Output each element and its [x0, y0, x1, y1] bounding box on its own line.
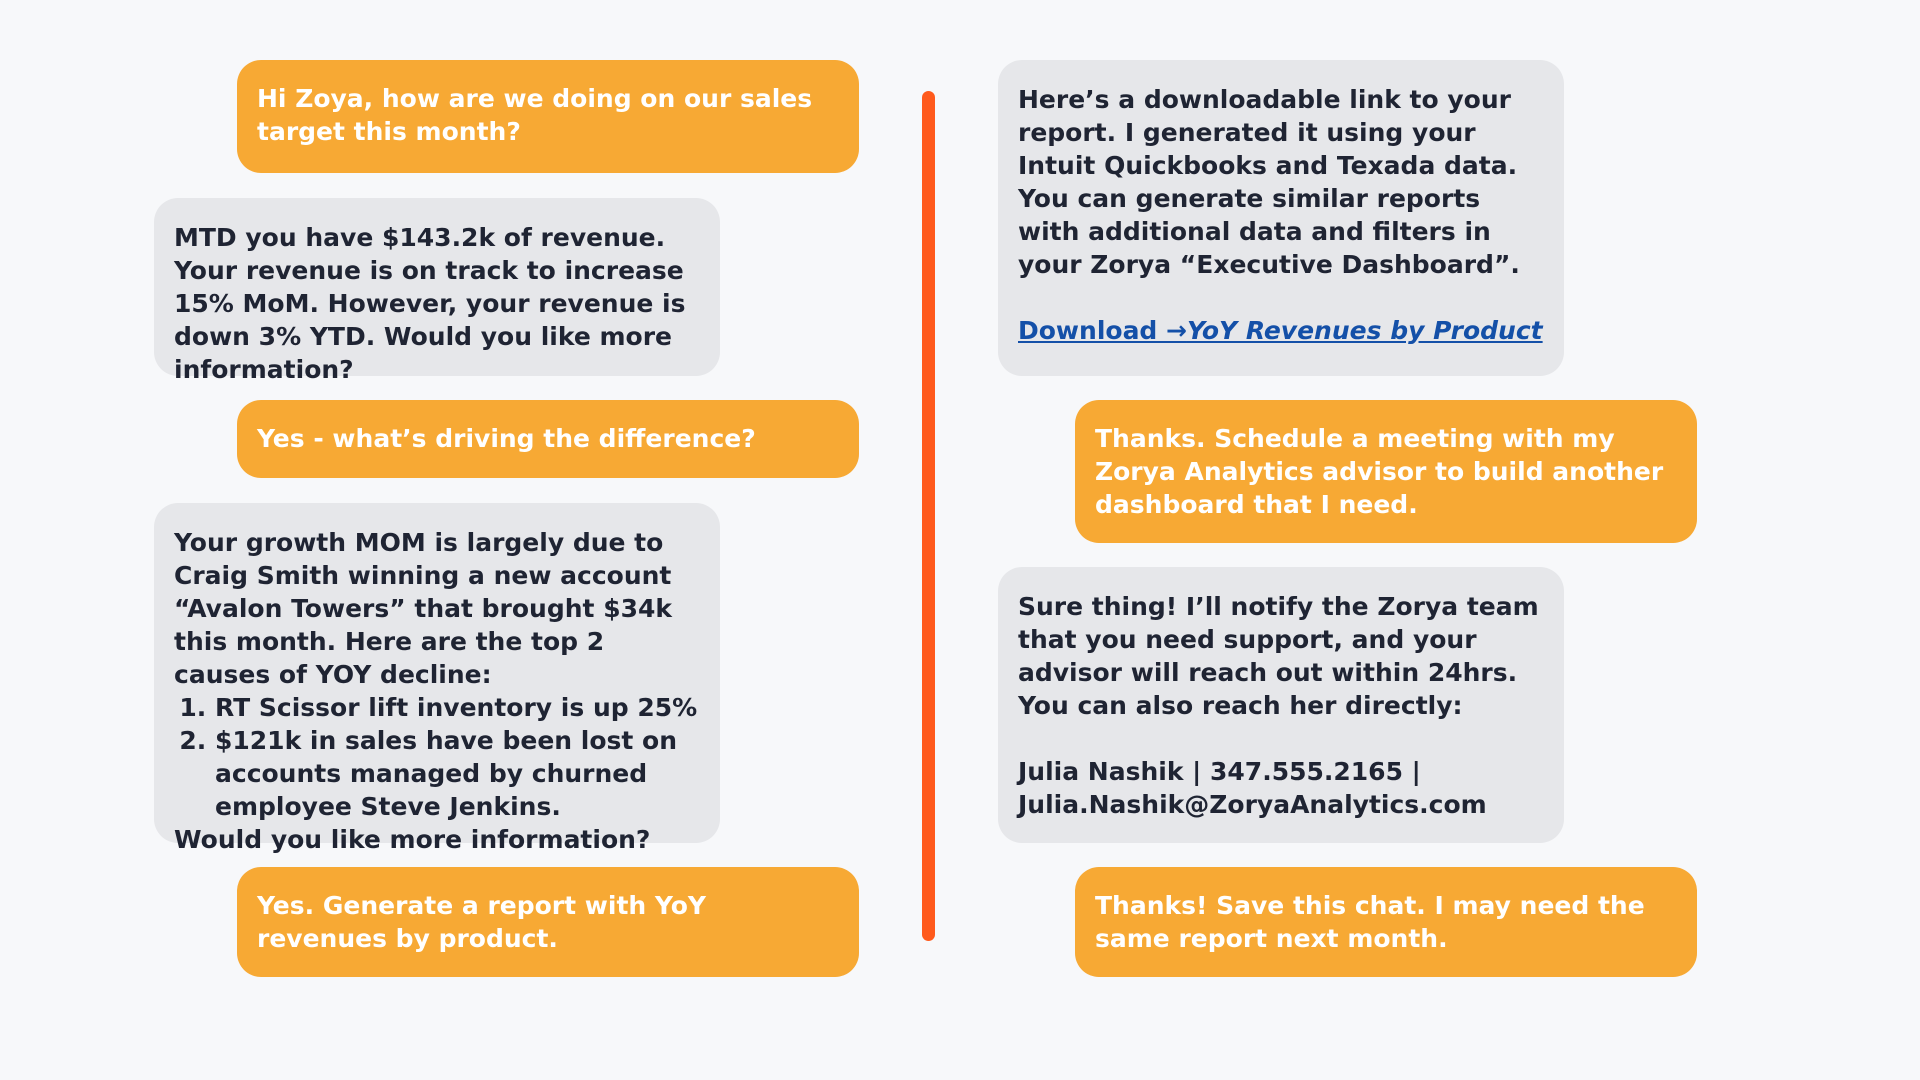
message-text: Sure thing! I’ll notify the Zorya team that you need support, and your advisor will reach out within 24hrs. You can also reach her directly: [1018, 592, 1539, 720]
assistant-message-2 [154, 503, 720, 854]
download-link-prefix: Download → [1018, 316, 1187, 345]
download-link-title: YoY Revenues by Product [1186, 316, 1543, 345]
list-item: 1. RT Scissor lift inventory is up 25% [215, 691, 700, 724]
message-text: Thanks. Schedule a meeting with my Zorya Analytics advisor to build another dashboard that I need. [1095, 424, 1664, 519]
assistant-message-1 [154, 198, 720, 384]
list-item: 2. $121k in sales have been lost on accounts managed by churned employee Steve Jenkins. [215, 724, 700, 823]
user-message-2 [237, 400, 859, 478]
contact-email: Julia.Nashik@ZoryaAnalytics.com [1018, 790, 1487, 819]
message-text: Hi Zoya, how are we doing on our sales target this month? [257, 84, 813, 146]
contact-info: Julia Nashik | 347.555.2165 | [1018, 757, 1421, 786]
message-text: Here’s a downloadable link to your report. I generated it using your Intuit Quickbooks and Texada data. You can generate similar reports with additional data and filters in your Zorya “Executive Dashboard”. [1018, 85, 1520, 279]
user-message-4 [1075, 400, 1697, 543]
column-divider [922, 91, 935, 941]
assistant-message-3 [998, 60, 1564, 376]
download-report-link[interactable] [1018, 316, 1543, 345]
user-message-5 [1075, 867, 1697, 977]
message-intro: Your growth MOM is largely due to Craig Smith winning a new account “Avalon Towers” that brought $34k this month. Here are the top 2 causes of YOY decline: [174, 528, 673, 689]
message-text: Yes - what’s driving the difference? [257, 424, 756, 453]
message-text: MTD you have $143.2k of revenue. Your revenue is on track to increase 15% MoM. However, your revenue is down 3% YTD. Would you like more information? [174, 223, 686, 384]
user-message-1 [237, 60, 859, 173]
assistant-message-4 [998, 567, 1564, 843]
decline-causes-list [174, 691, 700, 823]
message-text: Yes. Generate a report with YoY revenues by product. [257, 891, 706, 953]
user-message-3 [237, 867, 859, 977]
message-text: Thanks! Save this chat. I may need the same report next month. [1095, 891, 1645, 953]
message-outro: Would you like more information? [174, 825, 651, 854]
